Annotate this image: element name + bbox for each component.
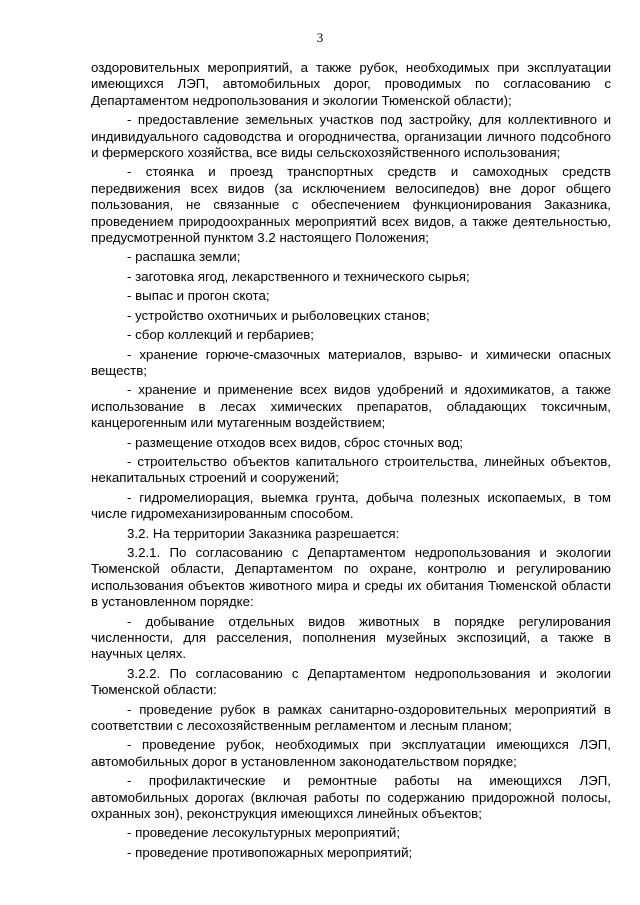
list-item: - размещение отходов всех видов, сброс сточных вод;	[127, 434, 463, 450]
list-item: - стоянка и проезд транспортных средств и самоходных средств передвижения всех видов (за исключением велосипедов) вне дорог общего пользования, не связанные с обеспечением функционирования Заказника, проведением природоохранных мероприятий всех видов, а также деятельностью, предусмотренной пунктом 3.2 настоящего Положения;	[91, 164, 611, 246]
list-item: - проведение противопожарных мероприятий;	[127, 844, 413, 860]
list-item: - хранение горюче-смазочных материалов, взрыво- и химически опасных веществ;	[91, 346, 611, 378]
section-heading: 3.2. На территории Заказника разрешается:	[127, 525, 400, 541]
list-item: - хранение и применение всех видов удобрений и ядохимикатов, а также использование в лесах химических препаратов, обладающих токсичным, канцерогенным или мутагенным воздействием;	[91, 382, 611, 431]
page-number: 3	[316, 30, 324, 45]
list-item: - профилактические и ремонтные работы на имеющихся ЛЭП, автомобильных дорогах (включая работы по содержанию придорожной полосы, охранных зон), реконструкция имеющихся линейных объектов;	[91, 773, 611, 822]
list-item: - проведение рубок, необходимых при эксплуатации имеющихся ЛЭП, автомобильных дорог в установленном законодательством порядке;	[91, 737, 611, 769]
list-item: - заготовка ягод, лекарственного и технического сырья;	[127, 268, 470, 284]
list-item: - распашка земли;	[127, 249, 241, 265]
list-item: - строительство объектов капитального строительства, линейных объектов, некапитальных строений и сооружений;	[91, 453, 611, 486]
list-item: - проведение рубок в рамках санитарно-оздоровительных мероприятий в соответствии с лесохозяйственным регламентом и лесным планом;	[91, 701, 611, 734]
list-item: - проведение лесокультурных мероприятий;	[127, 825, 401, 841]
paragraph: оздоровительных мероприятий, а также рубок, необходимых при эксплуатации имеющихся ЛЭП, автомобильных дорог, проводимых по согласованию с Департаментом недропользования и экологии Тюменской области);	[91, 60, 611, 108]
list-item: - добывание отдельных видов животных в порядке регулирования численности, для расселения, пополнения музейных экспозиций, а также в научных целях.	[91, 613, 611, 662]
document-body	[91, 60, 611, 864]
paragraph: 3.2.1. По согласованию с Департаментом недропользования и экологии Тюменской области, Департаментом по охране, контролю и регулированию использования объектов животного мира и среды их обитания Тюменской области в установленном порядке:	[91, 544, 611, 610]
list-item: - устройство охотничьих и рыболовецких станов;	[127, 307, 430, 323]
list-item: - выпас и прогон скота;	[127, 288, 270, 304]
paragraph: 3.2.2. По согласованию с Департаментом недропользования и экологии Тюменской области:	[91, 665, 611, 698]
list-item: - гидромелиорация, выемка грунта, добыча полезных ископаемых, в том числе гидромеханизированным способом.	[91, 489, 611, 522]
list-item: - сбор коллекций и гербариев;	[127, 327, 314, 343]
list-item: - предоставление земельных участков под застройку, для коллективного и индивидуального садоводства и огородничества, организации личного подсобного и фермерского хозяйства, все виды сельскохозяйственного использования;	[91, 112, 611, 161]
